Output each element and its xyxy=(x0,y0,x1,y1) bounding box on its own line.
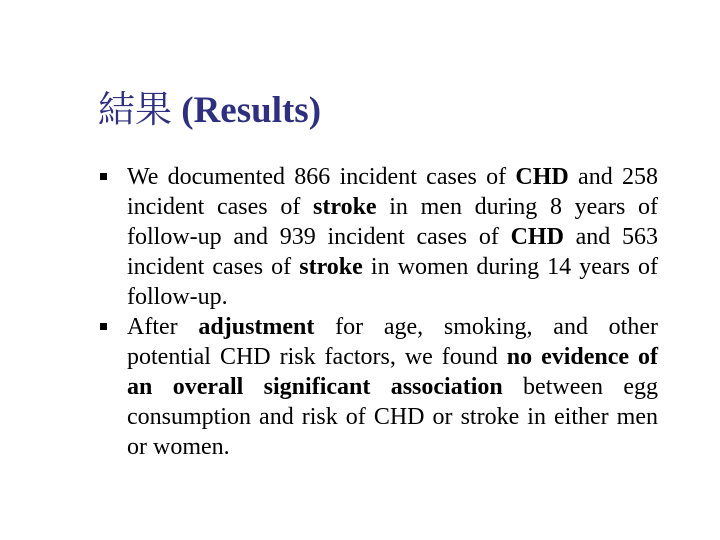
title-cjk: 結果 xyxy=(98,90,172,131)
bullet-text-segment: After xyxy=(127,314,199,340)
bullet-text xyxy=(127,314,658,460)
square-bullet-icon xyxy=(100,323,107,330)
slide-title xyxy=(98,86,321,136)
bullet-text-segment: in men during 8 years of follow-up and 939 incident cases of xyxy=(127,194,659,250)
bullet-text-segment: CHD xyxy=(510,224,564,250)
bullet-text-segment: We documented 866 incident cases of xyxy=(127,164,516,190)
bullet-text-segment: stroke xyxy=(313,194,377,220)
square-bullet-icon xyxy=(100,173,107,180)
bullet-text-segment: in women during 14 years of follow-up. xyxy=(127,254,658,310)
bullet-text-segment: no evidence of an overall significant association xyxy=(127,344,659,400)
title-latin: (Results) xyxy=(181,90,322,131)
bullet-text xyxy=(127,164,658,310)
bullet-text-segment: CHD xyxy=(515,164,569,190)
bullet-text-segment: stroke xyxy=(299,254,363,280)
bullet-text-segment: and 563 incident cases of xyxy=(127,224,658,280)
bullet-list xyxy=(98,162,658,462)
bullet-item-incidence xyxy=(98,162,658,312)
bullet-text-segment: and 258 incident cases of xyxy=(127,164,658,220)
bullet-text-segment: for age, smoking, and other potential CHD risk factors, we found xyxy=(127,314,658,370)
bullet-text-segment: between egg consumption and risk of CHD or stroke in either men or women. xyxy=(127,374,658,460)
bullet-text-segment: adjustment xyxy=(198,314,315,340)
bullet-item-adjustment xyxy=(98,312,658,462)
